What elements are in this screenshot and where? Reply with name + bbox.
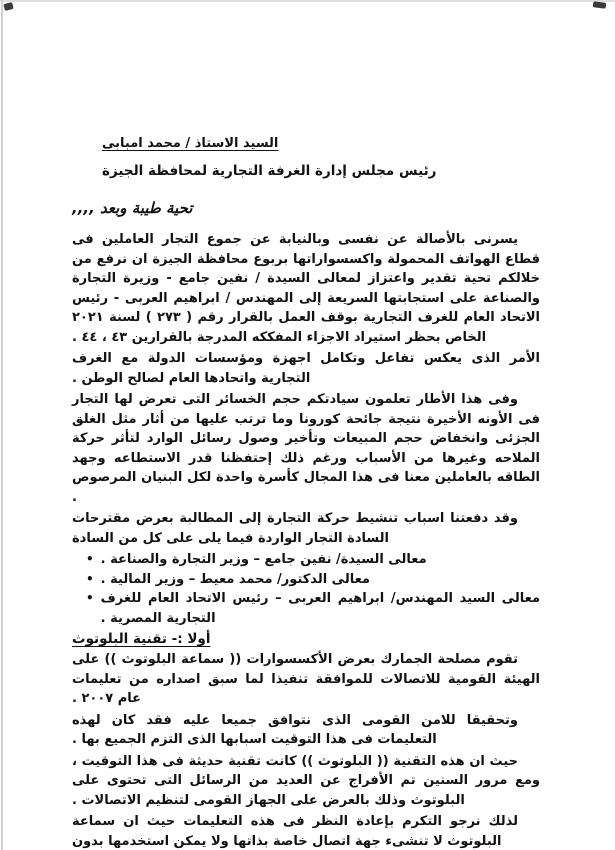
scan-edge-top [0,0,615,2]
section-heading: أولا :- تقنية البلوتوث [72,631,211,647]
bullet-icon: • [86,591,94,605]
section-paragraph: حيث ان هذه التقنية (( البلوتوث )) كانت تقنية حديثة فى هذا التوقيت ، ومع مرور السنين تم الأفراج عن العديد من الرسائل التى تحتوى على البلوتوث وذلك بالعرض على الجهاز القومى لتنظيم الاتصالات . [72,753,540,808]
section-paragraph: وتحقيقا للامن القومى الذى نتوافق جميعا عليه فقد كان لهذه التعليمات فى هذا التوقيت اسبابها الذى التزم الجميع بها . [72,712,518,747]
addressee-block [102,136,540,179]
greeting-line: تحية طيبة وبعد ,,,, [72,199,193,217]
body-paragraph: الأمر الذى يعكس تفاعل وتكامل اجهزة ومؤسسات الدولة مع الغرف التجارية واتحادها العام لصالح الوطن . [72,351,540,386]
addressee-name: السيد الاستاذ / محمد امبابى [102,136,279,151]
body-paragraph: وقد دفعتنا اسباب تنشيط حركة التجارة إلى المطالبة بعرض مقترحات السادة التجار الواردة فيما يلى على كل من السادة [72,511,518,546]
bullet-icon: • [86,571,94,586]
section-paragraph: لذلك نرجو التكرم بإعادة النظر فى هذه التعليمات حيث ان سماعة البلوتوث لا تنشىء جهة اتصال خاصة بذاتها ولا يمكن استخدمها بدون [72,814,518,849]
scan-artifact-top-left [3,2,13,11]
officials-list [86,550,540,628]
bullet-icon: • [86,552,94,566]
list-item-text: معالى السيدة/ نفين جامع – وزير التجارة والصناعة . [100,552,427,567]
addressee-title: رئيس مجلس إدارة الغرفة التجارية لمحافظة الجيزة [102,163,437,179]
body-paragraph: وفى هذا الأطار تعلمون سيادتكم حجم الخسائر التى تعرض لها التجار فى الأونه الأخيرة نتيجة جائحة كورونا وما ترتب عليها من أثار مثل الغلق الجزئى وانخفاض حجم المبيعات وتأخير وصول رسائل الوارد لتأثر حركة الملاحه وغيرها من الأسباب ورغم ذلك إحتفظنا قدر الاستطاعه وجهد الطاقه بالعاملين معنا فى هذا المجال كأسرة واحدة لكل البنيان المرصوص . [72,392,540,505]
scan-artifact-top-right [593,1,607,9]
list-item-text: معالى السيد المهندس/ ابراهيم العربى – رئيس الاتحاد العام للغرف التجارية المصرية . [100,591,540,626]
list-item [86,570,540,590]
letter-content [72,136,540,850]
section-paragraph: تقوم مصلحة الجمارك بعرض الأكسسوارات (( سماعة البلوتوث )) على الهيئة القومية للاتصالات للموافقة تنفيذا لما سبق اصداره من تعليمات عام ٢٠٠٧ . [72,652,540,706]
list-item-text: معالى الدكتور/ محمد معيط – وزير المالية . [100,571,370,587]
scan-edge-left [1,0,3,850]
body-paragraph: يسرنى بالأصالة عن نفسى وبالنيابة عن جموع التجار العاملين فى قطاع الهواتف المحمولة واكسسواراتها بربوع محافظة الجيزة ان نرفع من خلالكم تحية تقدير واعتزاز لمعالى السيدة / نفين جامع - وزيرة التجارة والصناعة على استجابتها السريعة إلى المهندس / ابراهيم العربى - رئيس الاتحاد العام للغرف التجارية بوقف العمل بالقرار رقم ( ٢٧٣ ) لسنة ٢٠٢١ الخاص بحظر استيراد الاجزاء المفككه المدرجة بالقرارين ٤٣ ، ٤٤ . [72,232,540,345]
list-item [86,589,540,628]
list-item [86,550,540,570]
